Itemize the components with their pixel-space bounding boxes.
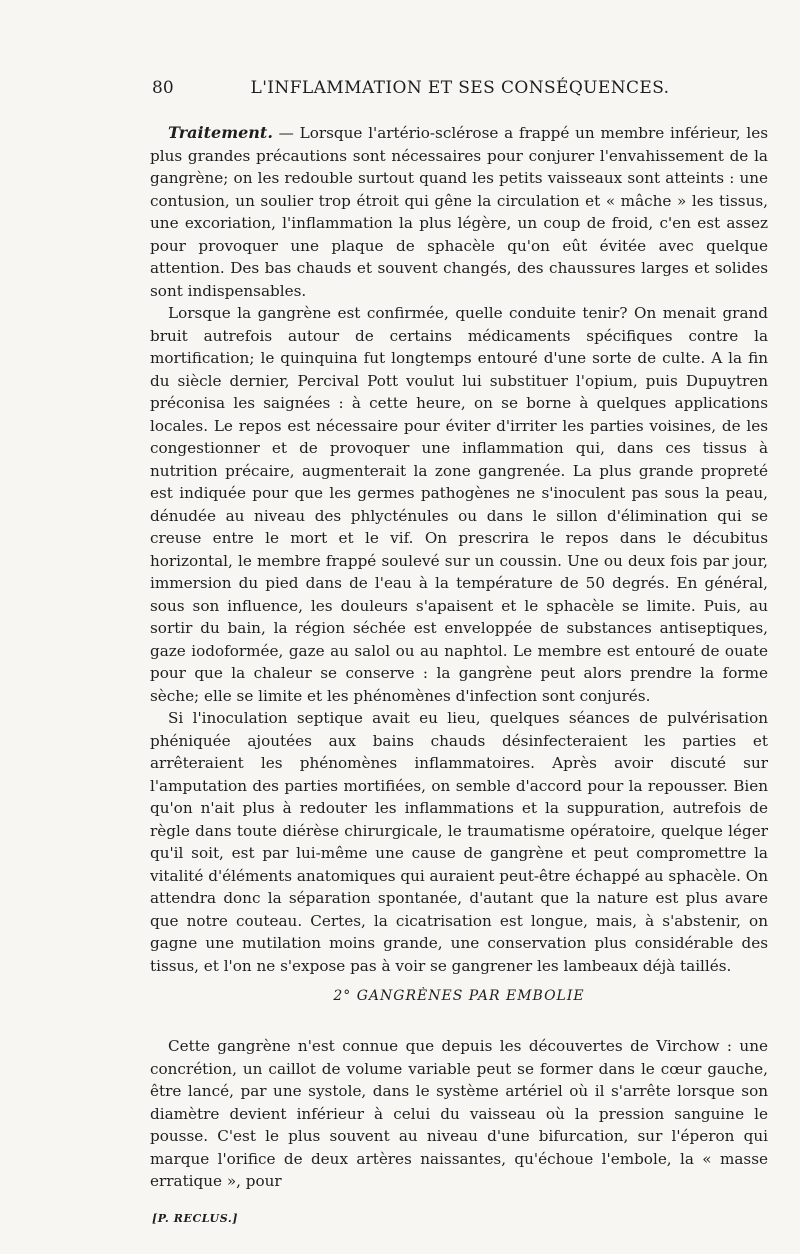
- section-title: 2° GANGRÈNES PAR EMBOLIE: [333, 988, 585, 1004]
- page-header: [152, 78, 768, 102]
- running-head: L'INFLAMMATION ET SES CONSÉQUENCES.: [250, 78, 670, 98]
- paragraph-conduite: [150, 302, 768, 707]
- paragraph-text: Si l'inoculation septique avait eu lieu, quelques séances de pulvérisation phéniquée ajoutées aux bains chauds désinfecteraient les parties et arrêteraient les phénomènes inflammatoires. Après avoir discuté sur l'amputation des parties mortifiées, on semble d'accord pour la repousser. Bien qu'on n'ait plus à redouter les inflammations et la suppuration, autrefois de règle dans toute diérèse chirurgicale, le traumatisme opératoire, quelque léger qu'il soit, est par lui-même une cause de gangrène et peut compromettre la vitalité d'éléments anatomiques qui auraient peut-être échappé au sphacèle. On attendra donc la séparation spontanée, d'autant que la nature est plus avare que notre couteau. Certes, la cicatrisation est longue, mais, à s'abstenir, on gagne une mutilation moins grande, une conservation plus considérable des tissus, et l'on ne s'expose pas à voir se gangrener les lambeaux déjà taillés.: [150, 709, 768, 975]
- paragraph-traitement: [150, 122, 768, 302]
- section-text-block: [150, 1035, 768, 1193]
- page-number: 80: [152, 78, 174, 98]
- paragraph-text: Lorsque la gangrène est confirmée, quelle conduite tenir? On menait grand bruit autrefois autour de certains médicaments spécifiques contre la mortification; le quinquina fut longtemps entouré d'une sorte de culte. A la fin du siècle dernier, Percival Pott voulut lui substituer l'opium, puis Dupuytren préconisa les saignées : à cette heure, on se borne à quelques applications locales. Le repos est nécessaire pour éviter d'irriter les parties voisines, de les congestionner et de provoquer une inflammation qui, dans ces tissus à nutrition précaire, augmenterait la zone gangrenée. La plus grande propreté est indiquée pour que les germes pathogènes ne s'inoculent pas sous la peau, dénudée au niveau des phlycténules ou dans le sillon d'élimination qui se creuse entre le mort et le vif. On prescrira le repos dans le décubitus horizontal, le membre frappé soulevé sur un coussin. Une ou deux fois par jour, immersion du pied dans de l'eau à la température de 50 degrés. En général, sous son influence, les douleurs s'apaisent et le sphacèle se limite. Puis, au sortir du bain, la région séchée est enveloppée de substances antiseptiques, gaze iodoformée, gaze au salol ou au naphtol. Le membre est entouré de ouate pour que la chaleur se conserve : la gangrène peut alors prendre la forme sèche; elle se limite et les phénomènes d'infection sont conjurés.: [150, 304, 768, 705]
- paragraph-inoculation: [150, 707, 768, 977]
- paragraph-text: Cette gangrène n'est connue que depuis les découvertes de Virchow : une concrétion, un caillot de volume variable peut se former dans le cœur gauche, être lancé, par une systole, dans le système artériel où il s'arrête lorsque son diamètre devient inférieur à celui du vaisseau où la pression sanguine le pousse. C'est le plus souvent au niveau d'une bifurcation, sur l'éperon qui marque l'orifice de deux artères naissantes, qu'échoue l'embole, la « masse erratique », pour: [150, 1037, 768, 1190]
- paragraph-embolie: [150, 1035, 768, 1193]
- paragraph-text: — Lorsque l'artério-sclérose a frappé un membre inférieur, les plus grandes précautions sont nécessaires pour conjurer l'envahissement de la gangrène; on les redouble surtout quand les petits vaisseaux sont atteints : une contusion, un soulier trop étroit qui gêne la circulation et « mâche » les tissus, une excoriation, l'inflammation la plus légère, un coup de froid, c'en est assez pour provoquer une plaque de sphacèle qu'on eût évitée avec quelque attention. Des bas chauds et souvent changés, des chaussures larges et solides sont indispensables.: [150, 124, 768, 300]
- main-text: [150, 122, 768, 977]
- author-signature: [P. RECLUS.]: [152, 1212, 239, 1225]
- paragraph-lead: Traitement.: [168, 123, 273, 142]
